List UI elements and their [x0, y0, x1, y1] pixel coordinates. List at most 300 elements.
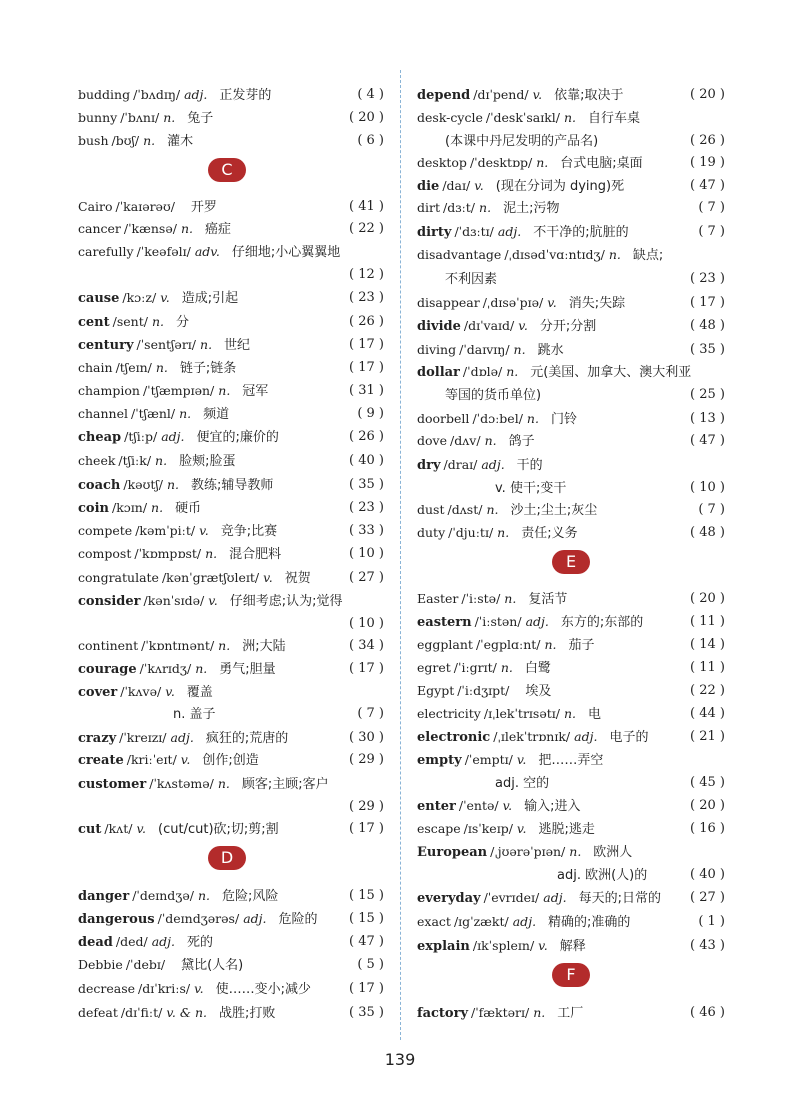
- page-ref: ( 15 ): [349, 911, 384, 926]
- gloss: 干的: [516, 458, 543, 473]
- entry-row: [78, 681, 384, 702]
- headword: create: [78, 753, 124, 768]
- page-ref: ( 23 ): [349, 290, 384, 305]
- page-ref: ( 40 ): [349, 453, 384, 468]
- phonetic: /kɔɪn/: [111, 500, 148, 515]
- page-ref: ( 46 ): [690, 1005, 725, 1020]
- entry-row: [417, 268, 725, 289]
- gloss: 不干净的;肮脏的: [533, 225, 629, 240]
- headword: budding: [78, 87, 131, 102]
- part-of-speech: v.: [538, 938, 548, 953]
- headword: eggplant: [417, 637, 473, 652]
- entry-continuation: v. 使干;变干: [495, 481, 567, 496]
- entry-row: [417, 772, 725, 793]
- gloss: 电: [588, 707, 602, 722]
- headword: dirty: [417, 225, 452, 240]
- headword: dust: [417, 502, 445, 517]
- entry-row: [417, 221, 725, 242]
- gloss: 冠军: [242, 384, 269, 399]
- phonetic: /dɪˈvaɪd/: [463, 318, 515, 333]
- entry-row: [78, 403, 384, 424]
- page-ref: ( 29 ): [349, 752, 384, 767]
- entry-row: [78, 703, 384, 724]
- entry-row: [417, 339, 725, 360]
- headword: divide: [417, 319, 461, 334]
- phonetic: /ˈkænsə/: [123, 221, 177, 236]
- headword: bunny: [78, 110, 118, 125]
- gloss: 复活节: [528, 592, 568, 607]
- entry-row: [78, 311, 384, 332]
- part-of-speech: n.: [500, 660, 513, 675]
- entry-row: [417, 522, 725, 543]
- part-of-speech: n.: [151, 500, 164, 515]
- gloss: 兔子: [187, 111, 214, 126]
- part-of-speech: adj.: [161, 429, 185, 444]
- headword: desktop: [417, 155, 467, 170]
- entry-row: [417, 911, 725, 932]
- phonetic: /ˈtʃænl/: [131, 406, 176, 421]
- headword: cent: [78, 315, 110, 330]
- entry-row: [78, 635, 384, 656]
- part-of-speech: n.: [536, 155, 549, 170]
- page-ref: ( 23 ): [349, 500, 384, 515]
- phonetic: /dʌst/: [447, 502, 483, 517]
- headword: desk-cycle: [417, 110, 483, 125]
- page-ref: ( 26 ): [690, 133, 725, 148]
- gloss: 电子的: [609, 730, 649, 745]
- phonetic: /ˈemptɪ/: [464, 752, 513, 767]
- headword: dangerous: [78, 912, 155, 927]
- entry-continuation: adj. 空的: [495, 776, 550, 791]
- phonetic: /ɪsˈkeɪp/: [463, 821, 513, 836]
- page-ref: ( 12 ): [349, 267, 384, 282]
- phonetic: /ɪˌlekˈtrɪsətɪ/: [483, 706, 560, 721]
- headword: champion: [78, 383, 140, 398]
- phonetic: /ˈbʌdɪŋ/: [133, 87, 181, 102]
- gloss: 鸽子: [508, 434, 535, 449]
- page-ref: ( 31 ): [349, 383, 384, 398]
- gloss: 沙土;尘土;灰尘: [510, 503, 598, 518]
- entry-row: [417, 499, 725, 520]
- part-of-speech: v.: [194, 981, 204, 996]
- page-ref: ( 17 ): [349, 821, 384, 836]
- gloss: 竞争;比赛: [220, 524, 278, 539]
- entry-row: [417, 634, 725, 655]
- phonetic: /tʃeɪn/: [115, 360, 152, 375]
- headword: egret: [417, 660, 451, 675]
- entry-row: [78, 885, 384, 906]
- entry-row: [417, 175, 725, 196]
- phonetic: /dɪˈpend/: [473, 87, 529, 102]
- phonetic: /ˌɪlekˈtrɒnɪk/: [493, 729, 571, 744]
- entry-row: [417, 795, 725, 816]
- phonetic: /ˈdeɪndʒə/: [132, 888, 194, 903]
- part-of-speech: n.: [179, 406, 192, 421]
- entry-row: [78, 450, 384, 471]
- part-of-speech: adj.: [574, 729, 598, 744]
- gloss: (cut/cut)砍;切;剪;割: [158, 822, 279, 837]
- entry-row: [417, 841, 725, 862]
- entry-row: [417, 864, 725, 885]
- entry-row: [78, 818, 384, 839]
- gloss: 消失;失踪: [568, 296, 626, 311]
- page-ref: ( 27 ): [349, 570, 384, 585]
- entry-row: [417, 130, 725, 151]
- part-of-speech: n.: [506, 364, 519, 379]
- part-of-speech: v.: [547, 295, 557, 310]
- page-ref: ( 7 ): [357, 706, 384, 721]
- page-ref: ( 27 ): [690, 890, 725, 905]
- headword: exact: [417, 914, 451, 929]
- gloss: 门铃: [550, 412, 577, 427]
- page-ref: ( 22 ): [690, 683, 725, 698]
- phonetic: /ˈevrɪdeɪ/: [483, 890, 540, 905]
- phonetic: /ɪkˈspleɪn/: [472, 938, 535, 953]
- page-ref: ( 35 ): [349, 477, 384, 492]
- gloss: 精确的;准确的: [548, 915, 631, 930]
- part-of-speech: n.: [163, 110, 176, 125]
- headword: bush: [78, 133, 109, 148]
- column-divider: [400, 70, 401, 1040]
- part-of-speech: adj.: [525, 614, 549, 629]
- gloss: 顾客;主顾;客户: [241, 777, 329, 792]
- headword: dry: [417, 458, 441, 473]
- entry-row: [417, 315, 725, 336]
- gloss: 台式电脑;桌面: [560, 156, 643, 171]
- headword: cancer: [78, 221, 121, 236]
- headword: European: [417, 845, 488, 860]
- page-ref: ( 10 ): [349, 616, 384, 631]
- section-letter-badge: E: [552, 550, 590, 574]
- entry-row: [417, 477, 725, 498]
- phonetic: /ˈdɜːtɪ/: [454, 224, 494, 239]
- part-of-speech: v.: [263, 570, 273, 585]
- phonetic: /ˈentə/: [458, 798, 499, 813]
- headword: diving: [417, 342, 457, 357]
- headword: Egypt: [417, 683, 455, 698]
- headword: empty: [417, 753, 462, 768]
- entry-row: [78, 613, 384, 634]
- part-of-speech: v.: [516, 821, 527, 836]
- part-of-speech: v.: [516, 752, 527, 767]
- gloss: 茄子: [568, 638, 595, 653]
- entry-row: [78, 567, 384, 588]
- headword: Cairo: [78, 199, 113, 214]
- headword: dirt: [417, 200, 440, 215]
- gloss: 缺点;: [632, 248, 664, 263]
- entry-continuation: 不利因素: [445, 272, 498, 287]
- part-of-speech: n.: [151, 314, 164, 329]
- phonetic: /kənˈsɪdə/: [143, 593, 205, 608]
- page-ref: ( 17 ): [690, 295, 725, 310]
- part-of-speech: n.: [155, 360, 168, 375]
- headword: dead: [78, 935, 113, 950]
- headword: courage: [78, 662, 137, 677]
- headword: everyday: [417, 891, 481, 906]
- gloss: 东方的;东部的: [560, 615, 644, 630]
- gloss: 勇气;胆量: [219, 662, 276, 677]
- part-of-speech: v.: [474, 178, 484, 193]
- entry-row: [417, 726, 725, 747]
- entry-row: [417, 935, 725, 956]
- entry-row: [417, 749, 725, 770]
- headword: coin: [78, 501, 109, 516]
- part-of-speech: v. & n.: [166, 1005, 207, 1020]
- part-of-speech: v.: [502, 798, 513, 813]
- phonetic: /ˈegplɑːnt/: [475, 637, 541, 652]
- gloss: 把……弄空: [538, 753, 604, 768]
- gloss: 埃及: [525, 684, 552, 699]
- headword: dollar: [417, 365, 460, 380]
- phonetic: /ˈiːdʒɪpt/: [457, 683, 510, 698]
- phonetic: /ɪgˈzækt/: [453, 914, 509, 929]
- entry-row: [78, 749, 384, 770]
- page-ref: ( 29 ): [349, 799, 384, 814]
- page-ref: ( 21 ): [690, 729, 725, 744]
- entry-row: [78, 357, 384, 378]
- phonetic: /ˈtʃæmpɪən/: [142, 383, 215, 398]
- entry-row: [78, 474, 384, 495]
- part-of-speech: n.: [195, 661, 208, 676]
- phonetic: /ˈkɒmpɒst/: [134, 546, 202, 561]
- headword: customer: [78, 777, 147, 792]
- entry-row: [78, 908, 384, 929]
- part-of-speech: v.: [199, 523, 209, 538]
- phonetic: /kɔːz/: [122, 290, 157, 305]
- entry-row: [417, 703, 725, 724]
- entry-row: [78, 107, 384, 128]
- phonetic: /kəmˈpiːt/: [135, 523, 196, 538]
- headword: channel: [78, 406, 128, 421]
- page-ref: ( 20 ): [349, 110, 384, 125]
- phonetic: /ˈkreɪzɪ/: [119, 730, 167, 745]
- entry-row: [78, 426, 384, 447]
- part-of-speech: n.: [486, 502, 499, 517]
- headword: escape: [417, 821, 461, 836]
- gloss: 危险的: [278, 912, 318, 927]
- headword: depend: [417, 88, 471, 103]
- part-of-speech: n.: [197, 888, 210, 903]
- gloss: 癌症: [204, 222, 231, 237]
- entry-row: [78, 1002, 384, 1023]
- page-ref: ( 9 ): [357, 406, 384, 421]
- gloss: 教练;辅导教师: [191, 478, 274, 493]
- part-of-speech: n.: [526, 411, 539, 426]
- entry-row: [78, 380, 384, 401]
- entry-row: [78, 658, 384, 679]
- phonetic: /ˈkɒntɪnənt/: [141, 638, 215, 653]
- headword: compete: [78, 523, 133, 538]
- entry-continuation: (本课中丹尼发明的产品名): [445, 134, 599, 149]
- entry-row: [417, 84, 725, 105]
- phonetic: /kriːˈeɪt/: [126, 752, 177, 767]
- gloss: 跳水: [537, 343, 564, 358]
- gloss: 开罗: [190, 200, 217, 215]
- page-ref: ( 11 ): [690, 614, 725, 629]
- entry-row: [78, 497, 384, 518]
- entry-row: [78, 543, 384, 564]
- gloss: 危险;风险: [221, 889, 279, 904]
- page-ref: ( 17 ): [349, 360, 384, 375]
- page-ref: ( 26 ): [349, 314, 384, 329]
- part-of-speech: n.: [218, 638, 231, 653]
- gloss: 疯狂的;荒唐的: [205, 731, 289, 746]
- headword: compost: [78, 546, 132, 561]
- phonetic: /ˈkʌrɪdʒ/: [139, 661, 192, 676]
- page-ref: ( 17 ): [349, 661, 384, 676]
- part-of-speech: n.: [200, 337, 213, 352]
- entry-row: [78, 520, 384, 541]
- gloss: 责任;义务: [521, 526, 578, 541]
- entry-continuation: n. 盖子: [173, 707, 216, 722]
- phonetic: /ˈdɔːbel/: [472, 411, 523, 426]
- headword: defeat: [78, 1005, 118, 1020]
- part-of-speech: n.: [533, 1005, 546, 1020]
- page-ref: ( 35 ): [690, 342, 725, 357]
- phonetic: /ˈdaɪvɪŋ/: [459, 342, 510, 357]
- entry-continuation: 等国的货币单位): [445, 388, 542, 403]
- phonetic: /ded/: [115, 934, 148, 949]
- phonetic: /dʌv/: [450, 433, 481, 448]
- headword: consider: [78, 594, 141, 609]
- gloss: 脸颊;脸蛋: [179, 454, 236, 469]
- part-of-speech: n.: [217, 776, 230, 791]
- phonetic: /dɪˈfiːt/: [120, 1005, 163, 1020]
- part-of-speech: n.: [218, 383, 231, 398]
- gloss: 灌木: [167, 134, 194, 149]
- headword: factory: [417, 1006, 469, 1021]
- entry-row: [78, 196, 384, 217]
- page-ref: ( 41 ): [349, 199, 384, 214]
- page-ref: ( 15 ): [349, 888, 384, 903]
- headword: cause: [78, 291, 120, 306]
- headword: cover: [78, 685, 118, 700]
- part-of-speech: adj.: [184, 87, 208, 102]
- part-of-speech: n.: [180, 221, 193, 236]
- headword: cheek: [78, 453, 116, 468]
- gloss: 洲;大陆: [242, 639, 286, 654]
- part-of-speech: v.: [518, 318, 528, 333]
- phonetic: /ˈkʌvə/: [120, 684, 162, 699]
- entry-row: [78, 218, 384, 239]
- part-of-speech: n.: [544, 637, 557, 652]
- headword: coach: [78, 478, 121, 493]
- part-of-speech: v.: [136, 821, 147, 836]
- headword: disadvantage: [417, 247, 502, 262]
- phonetic: /tʃiːk/: [118, 453, 152, 468]
- section-letter-badge: F: [552, 963, 590, 987]
- phonetic: /bʊʃ/: [111, 133, 140, 148]
- page-ref: ( 4 ): [357, 87, 384, 102]
- page-ref: ( 1 ): [698, 914, 725, 929]
- page-ref: ( 23 ): [690, 271, 725, 286]
- phonetic: /sent/: [112, 314, 148, 329]
- entry-continuation: adj. 欧洲(人)的: [557, 868, 648, 883]
- page-ref: ( 26 ): [349, 429, 384, 444]
- page-ref: ( 47 ): [690, 433, 725, 448]
- gloss: 白鹭: [524, 661, 551, 676]
- part-of-speech: v.: [532, 87, 543, 102]
- headword: disappear: [417, 295, 480, 310]
- gloss: 死的: [187, 935, 214, 950]
- headword: enter: [417, 799, 456, 814]
- part-of-speech: n.: [484, 433, 497, 448]
- entry-row: [417, 588, 725, 609]
- gloss: 便宜的;廉价的: [196, 430, 279, 445]
- entry-row: [78, 954, 384, 975]
- gloss: 频道: [203, 407, 230, 422]
- gloss: 逃脱;逃走: [538, 822, 595, 837]
- headword: die: [417, 179, 440, 194]
- part-of-speech: adj.: [170, 730, 194, 745]
- entry-row: [417, 657, 725, 678]
- entry-row: [78, 978, 384, 999]
- part-of-speech: n.: [143, 133, 156, 148]
- page-ref: ( 20 ): [690, 798, 725, 813]
- phonetic: /ˈdjuːtɪ/: [448, 525, 494, 540]
- entry-row: [417, 430, 725, 451]
- phonetic: /dɪˈkriːs/: [138, 981, 191, 996]
- page-ref: ( 33 ): [349, 523, 384, 538]
- gloss: 自行车桌: [588, 111, 641, 126]
- gloss: 分开;分割: [539, 319, 597, 334]
- page-ref: ( 17 ): [349, 337, 384, 352]
- page-ref: ( 10 ): [349, 546, 384, 561]
- phonetic: /ˈdɒlə/: [462, 364, 503, 379]
- part-of-speech: n.: [608, 247, 621, 262]
- entry-row: [417, 1002, 725, 1023]
- entry-row: [417, 197, 725, 218]
- page-ref: ( 16 ): [690, 821, 725, 836]
- gloss: 使……变小;减少: [215, 982, 312, 997]
- part-of-speech: v.: [180, 752, 191, 767]
- headword: carefully: [78, 244, 134, 259]
- phonetic: /ˈsentʃərɪ/: [136, 337, 197, 352]
- page-ref: ( 45 ): [690, 775, 725, 790]
- headword: electricity: [417, 706, 481, 721]
- part-of-speech: n.: [563, 110, 577, 125]
- gloss: 依靠;取决于: [554, 88, 624, 103]
- gloss: 输入;进入: [524, 799, 581, 814]
- entry-row: [417, 152, 725, 173]
- gloss: 欧洲人: [593, 845, 633, 860]
- page-ref: ( 35 ): [349, 1005, 384, 1020]
- headword: duty: [417, 525, 446, 540]
- entry-row: [78, 84, 384, 105]
- entry-row: [417, 680, 725, 701]
- part-of-speech: n.: [479, 200, 492, 215]
- entry-row: [417, 408, 725, 429]
- gloss: 创作;创造: [202, 753, 259, 768]
- page-ref: ( 34 ): [349, 638, 384, 653]
- headword: Easter: [417, 591, 459, 606]
- headword: danger: [78, 889, 130, 904]
- gloss: 覆盖: [186, 685, 213, 700]
- headword: chain: [78, 360, 113, 375]
- phonetic: /ˈiːstə/: [461, 591, 501, 606]
- phonetic: /ˌjʊərəˈpɪən/: [490, 844, 566, 859]
- page-ref: ( 10 ): [690, 480, 725, 495]
- gloss: (现在分词为 dying)死: [495, 179, 625, 194]
- page-ref: ( 22 ): [349, 221, 384, 236]
- phonetic: /ˈkeəfəlɪ/: [136, 244, 191, 259]
- headword: cheap: [78, 430, 122, 445]
- part-of-speech: n.: [563, 706, 576, 721]
- page-ref: ( 20 ): [690, 591, 725, 606]
- page-ref: ( 43 ): [690, 938, 725, 953]
- phonetic: /ˌdɪsədˈvɑːntɪdʒ/: [504, 247, 605, 262]
- page-ref: ( 7 ): [698, 502, 725, 517]
